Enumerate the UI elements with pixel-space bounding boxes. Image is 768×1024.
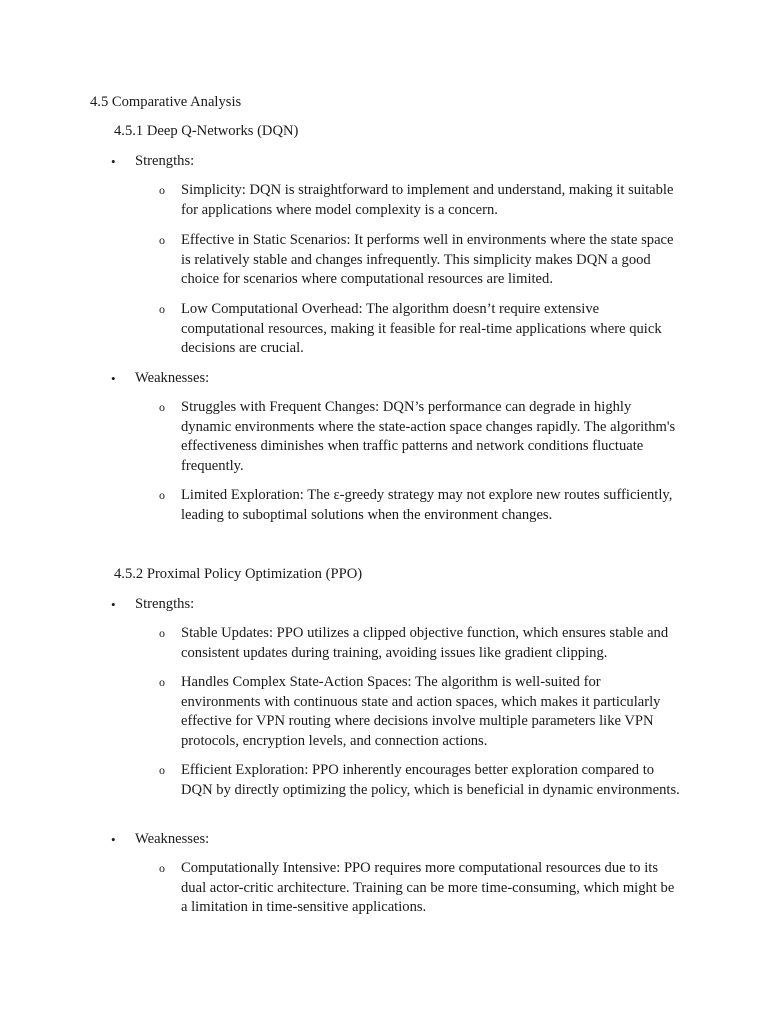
list-item-text: Low Computational Overhead: The algorithm doesn’t require extensive computational resources, making it feasible for real-time applications where quick decisions are crucial.	[181, 301, 662, 356]
list-item-text: Struggles with Frequent Changes: DQN’s performance can degrade in highly dynamic environments where the state-action space changes rapidly. The algorithm's effectiveness diminishes when traffic patterns and network conditions fluctuate frequently.	[181, 399, 676, 474]
bullet-icon: •	[111, 371, 116, 386]
section-heading: 4.5 Comparative Analysis	[90, 94, 242, 110]
ppo-weaknesses-label: Weaknesses:	[135, 831, 210, 847]
sub-bullet-icon: o	[159, 400, 165, 414]
sub-bullet-icon: o	[159, 183, 165, 197]
bullet-icon: •	[111, 154, 116, 169]
list-item-text: Computationally Intensive: PPO requires more computational resources due to its dual actor-critic architecture. Training can be more time-consuming, which might be a limitation in time-sensitive applications.	[181, 860, 675, 915]
bullet-icon: •	[111, 832, 116, 847]
sub-bullet-icon: o	[159, 626, 165, 640]
sub-bullet-icon: o	[159, 488, 165, 502]
sub-bullet-icon: o	[159, 233, 165, 247]
bullet-icon: •	[111, 597, 116, 612]
ppo-strengths-label: Strengths:	[135, 596, 195, 612]
sub-bullet-icon: o	[159, 675, 165, 689]
subsection-heading-ppo: 4.5.2 Proximal Policy Optimization (PPO)	[114, 566, 363, 582]
sub-bullet-icon: o	[159, 302, 165, 316]
subsection-heading-dqn: 4.5.1 Deep Q-Networks (DQN)	[114, 123, 299, 139]
list-item-text: Effective in Static Scenarios: It performs well in environments where the state space is relatively stable and changes infrequently. This simplicity makes DQN a good choice for scenarios where computational resources are limited.	[181, 232, 674, 287]
sub-bullet-icon: o	[159, 763, 165, 777]
dqn-weaknesses-label: Weaknesses:	[135, 370, 210, 386]
list-item-text: Stable Updates: PPO utilizes a clipped objective function, which ensures stable and consistent updates during training, avoiding issues like gradient clipping.	[181, 625, 669, 661]
list-item-text: Efficient Exploration: PPO inherently encourages better exploration compared to DQN by directly optimizing the policy, which is beneficial in dynamic environments.	[181, 762, 680, 798]
dqn-strengths-label: Strengths:	[135, 153, 195, 169]
list-item-text: Handles Complex State-Action Spaces: The algorithm is well-suited for environments with continuous state and action spaces, which makes it particularly effective for VPN routing where decisions involve multiple parameters like VPN protocols, encryption levels, and connection actions.	[181, 674, 661, 749]
list-item-text: Simplicity: DQN is straightforward to implement and understand, making it suitable for applications where model complexity is a concern.	[181, 182, 674, 218]
list-item-text: Limited Exploration: The ε-greedy strategy may not explore new routes sufficiently, leading to suboptimal solutions when the environment changes.	[181, 487, 673, 523]
sub-bullet-icon: o	[159, 861, 165, 875]
